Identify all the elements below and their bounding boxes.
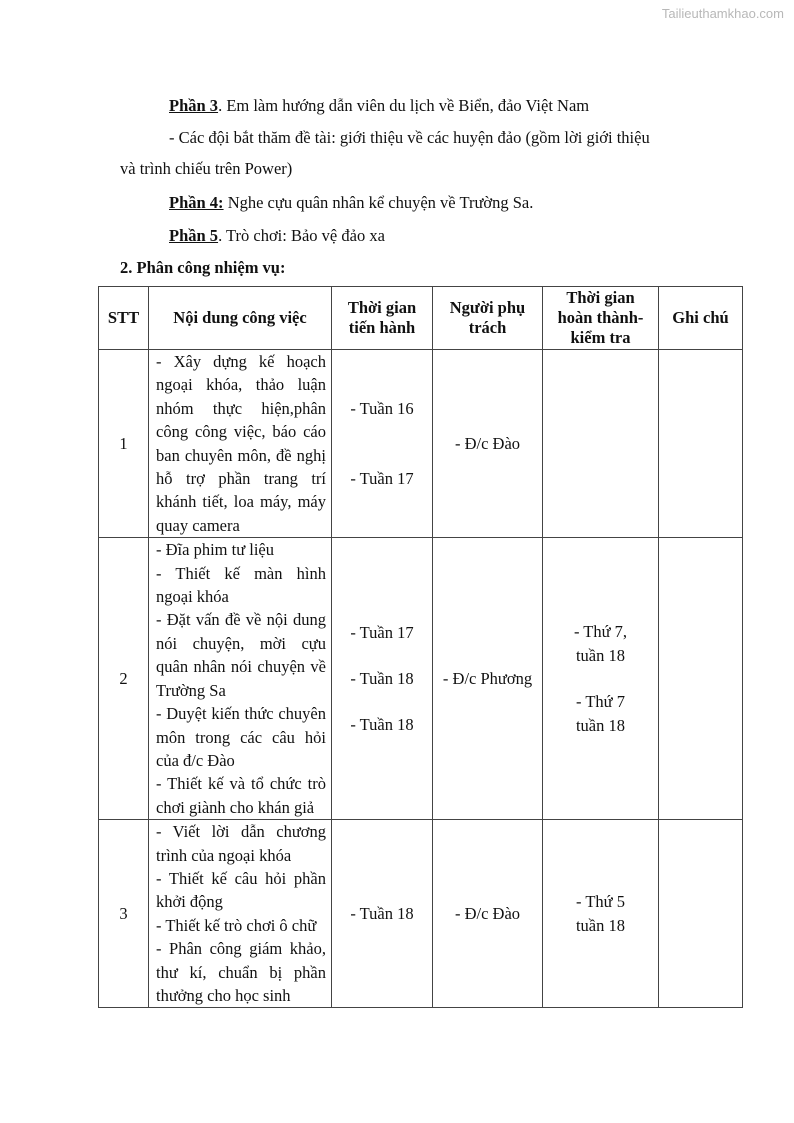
stt-cell: 3	[99, 820, 149, 1008]
person-cell: - Đ/c Đào	[433, 820, 543, 1008]
content-cell	[149, 820, 332, 1008]
completion-item: - Thứ 7, tuần 18	[573, 622, 628, 665]
time-item: - Tuần 17	[350, 468, 414, 488]
part4-label: Phần 4:	[169, 193, 224, 212]
stt-cell: 2	[99, 538, 149, 820]
content-item: - Thiết kế trò chơi ô chữ	[156, 915, 317, 935]
person-cell: - Đ/c Đào	[433, 350, 543, 538]
table-header-row	[99, 287, 743, 350]
watermark: Tailieuthamkhao.com	[661, 6, 784, 21]
content-item: - Phân công giám khảo, thư kí, chuẩn bị phần thưởng cho học sinh	[156, 939, 326, 1005]
part3-label: Phần 3	[169, 96, 219, 115]
time-item: - Tuần 18	[350, 668, 414, 688]
table-row	[99, 538, 743, 820]
content-cell	[149, 350, 332, 538]
time-item: - Tuần 18	[350, 904, 414, 924]
completion-item: - Thứ 5 tuần 18	[575, 892, 626, 935]
time-cell	[332, 820, 433, 1008]
time-cell	[332, 538, 433, 820]
time-item: - Tuần 17	[350, 622, 414, 642]
completion-cell	[543, 820, 659, 1008]
note-cell	[659, 820, 743, 1008]
content-item: - Đĩa phim tư liệu	[156, 540, 275, 560]
time-item: - Tuần 18	[350, 715, 414, 735]
part3-text: . Em làm hướng dẫn viên du lịch về Biển, đảo Việt Nam	[218, 96, 590, 115]
part4-paragraph	[169, 193, 533, 213]
time-cell	[332, 350, 433, 538]
task-assignment-table	[98, 286, 743, 1008]
header-person: Người phụ trách	[433, 287, 543, 350]
content-cell	[149, 538, 332, 820]
content-item: - Viết lời dẫn chương trình của ngoại khóa	[156, 822, 326, 865]
part3-detail-line2: và trình chiếu trên Power)	[120, 159, 293, 178]
content-item: - Thiết kế và tổ chức trò chơi giành cho khán giả	[156, 774, 326, 817]
part5-text: . Trò chơi: Bảo vệ đảo xa	[218, 226, 385, 245]
part5-paragraph	[169, 226, 385, 246]
header-note: Ghi chú	[659, 287, 743, 350]
completion-item: - Thứ 7 tuần 18	[575, 692, 626, 735]
time-item: - Tuần 16	[350, 399, 414, 419]
content-item: - Xây dựng kế hoạch ngoại khóa, thảo luận nhóm thực hiện,phân công công việc, báo cáo ban chuyên môn, đề nghị hỗ trợ phần trang trí khánh tiết, loa máy, máy quay camera	[156, 352, 326, 535]
content-item: - Thiết kế màn hình ngoại khóa	[156, 563, 326, 607]
table-row	[99, 820, 743, 1008]
part3-paragraph	[169, 96, 589, 116]
stt-cell: 1	[99, 350, 149, 538]
content-item: - Đặt vấn đề về nội dung nói chuyện, mời cựu quân nhân nói chuyện về Trường Sa	[156, 610, 326, 700]
note-cell	[659, 350, 743, 538]
completion-cell	[543, 538, 659, 820]
header-content: Nội dung công việc	[149, 287, 332, 350]
content-item: - Thiết kế câu hỏi phần khởi động	[156, 868, 326, 912]
table-row	[99, 350, 743, 538]
note-cell	[659, 538, 743, 820]
part5-label: Phần 5	[169, 226, 219, 245]
person-cell: - Đ/c Phương	[433, 538, 543, 820]
header-stt: STT	[99, 287, 149, 350]
header-start-time: Thời gian tiến hành	[332, 287, 433, 350]
completion-cell	[543, 350, 659, 538]
header-completion: Thời gian hoàn thành-kiểm tra	[543, 287, 659, 350]
section-heading: 2. Phân công nhiệm vụ:	[120, 258, 286, 277]
part3-detail-line1: - Các đội bắt thăm đề tài: giới thiệu về các huyện đảo (gồm lời giới thiệu	[169, 128, 650, 147]
part4-text: Nghe cựu quân nhân kể chuyện về Trường Sa.	[223, 193, 534, 212]
content-item: - Duyệt kiến thức chuyên môn trong các câu hỏi của đ/c Đào	[156, 704, 326, 770]
